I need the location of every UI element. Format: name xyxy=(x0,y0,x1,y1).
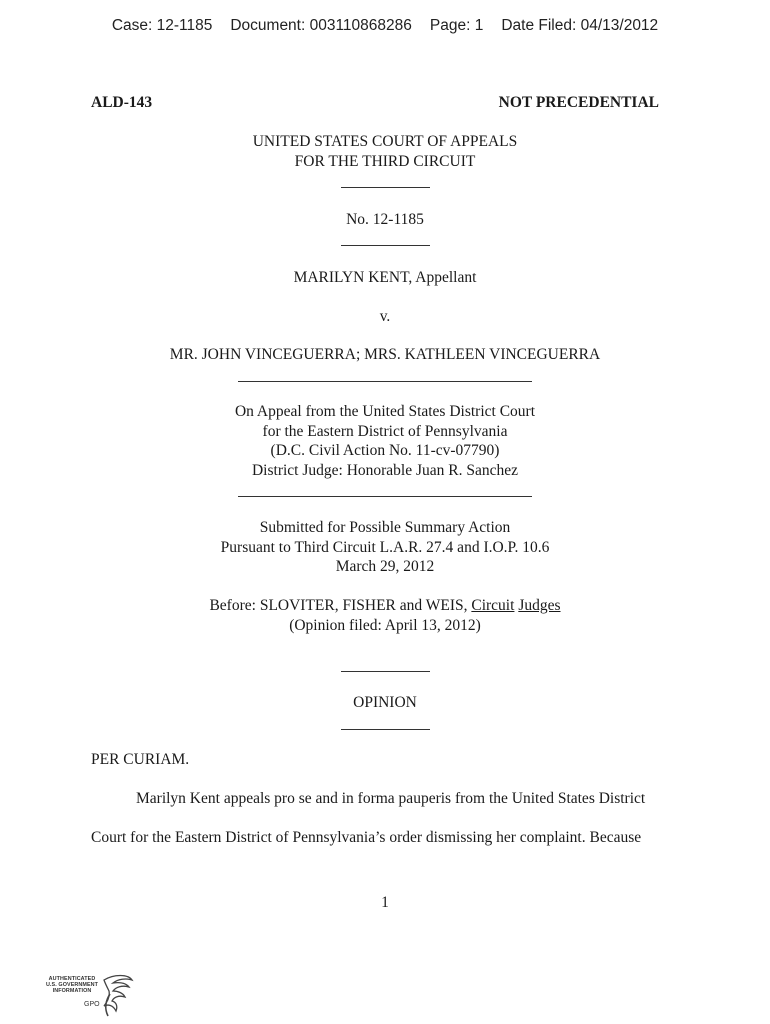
paragraph-line: Court for the Eastern District of Pennsylvania’s order dismissing her complaint. Because xyxy=(91,829,642,846)
court-name-line2: FOR THE THIRD CIRCUIT xyxy=(294,153,476,170)
seal-gpo-label: GPO xyxy=(84,1001,100,1008)
header-case: Case: 12-1185 xyxy=(111,17,213,34)
divider xyxy=(238,496,532,497)
header-date-filed: Date Filed: 04/13/2012 xyxy=(501,17,659,34)
docket-label: ALD-143 xyxy=(91,94,153,111)
gpo-authentication-seal xyxy=(40,972,132,1020)
submission-date: March 29, 2012 xyxy=(335,558,435,575)
appeal-line1: On Appeal from the United States District Court xyxy=(234,403,536,420)
seal-text: AUTHENTICATED U.S. GOVERNMENT INFORMATION xyxy=(45,976,99,995)
panel-judges: Before: SLOVITER, FISHER and WEIS, Circuit Judges xyxy=(209,597,561,614)
divider xyxy=(341,245,430,246)
eagle-icon xyxy=(96,972,136,1018)
paragraph-line: Marilyn Kent appeals pro se and in forma pauperis from the United States District xyxy=(136,790,646,807)
submission-line1: Submitted for Possible Summary Action xyxy=(259,519,511,536)
opinion-title: OPINION xyxy=(353,694,417,711)
header-document: Document: 003110868286 xyxy=(230,17,412,34)
divider xyxy=(238,381,532,382)
appeal-line2: for the Eastern District of Pennsylvania xyxy=(262,423,508,440)
page-number: 1 xyxy=(381,894,389,911)
per-curiam: PER CURIAM. xyxy=(91,751,190,768)
appeal-line3: (D.C. Civil Action No. 11-cv-07790) xyxy=(270,442,500,459)
appellees: MR. JOHN VINCEGUERRA; MRS. KATHLEEN VINCEGUERRA xyxy=(169,346,601,363)
versus: v. xyxy=(379,308,391,325)
submission-line2: Pursuant to Third Circuit L.A.R. 27.4 and I.O.P. 10.6 xyxy=(220,539,550,556)
divider xyxy=(341,729,430,730)
appellant: MARILYN KENT, Appellant xyxy=(293,269,477,286)
filing-header xyxy=(0,17,770,35)
divider xyxy=(341,671,430,672)
header-page: Page: 1 xyxy=(429,17,484,34)
appeal-line4: District Judge: Honorable Juan R. Sanchez xyxy=(251,462,519,479)
precedential-label: NOT PRECEDENTIAL xyxy=(498,94,659,111)
court-name-line1: UNITED STATES COURT OF APPEALS xyxy=(252,133,518,150)
divider xyxy=(341,187,430,188)
case-number: No. 12-1185 xyxy=(346,211,424,228)
opinion-filed-date: (Opinion filed: April 13, 2012) xyxy=(289,617,481,634)
